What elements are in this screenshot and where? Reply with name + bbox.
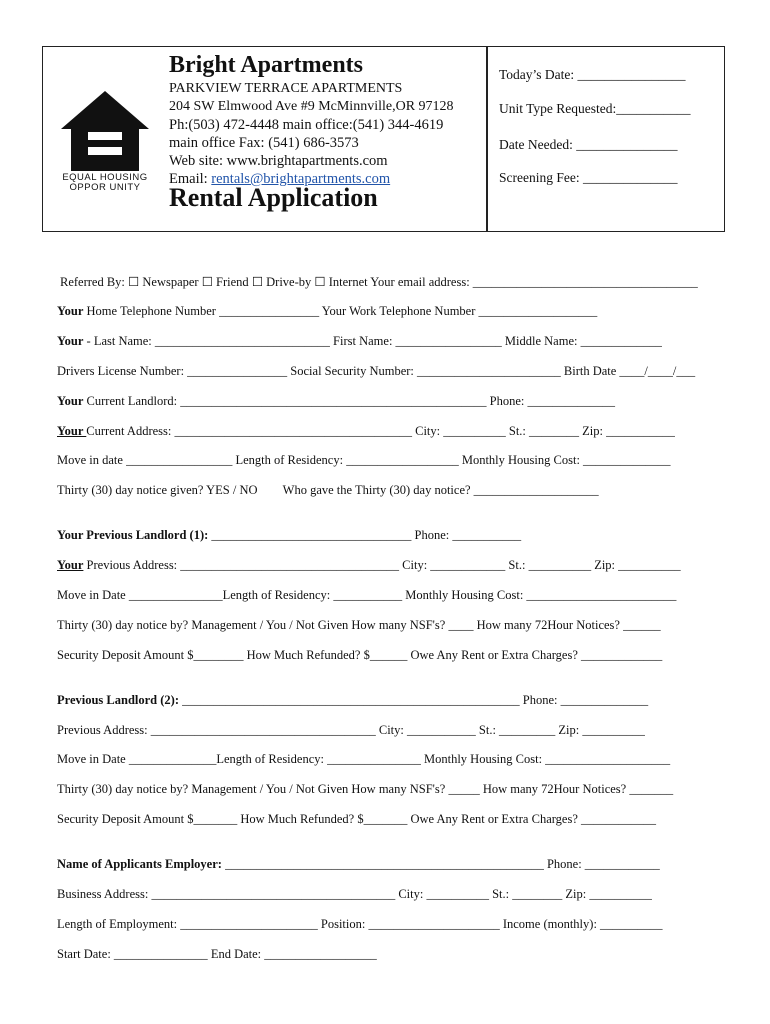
prev2-city-field[interactable]: City: ___________ — [378, 723, 479, 737]
current-landlord-field[interactable]: Current Landlord: _________________________________________________ — [83, 394, 490, 408]
prev2-phone-field[interactable]: Phone: ______________ — [522, 693, 649, 707]
logo-text-line-1: EQUAL HOUSING — [62, 172, 148, 183]
movein-row — [57, 453, 671, 468]
email-label: Email: — [169, 171, 212, 187]
name-row — [57, 334, 662, 349]
prev2-72hr-field[interactable]: How many 72Hour Notices? _______ — [482, 782, 674, 796]
header-box — [42, 46, 725, 232]
prev1-landlord-row — [57, 528, 521, 543]
dates-row — [57, 947, 377, 962]
prev1-notice-row — [57, 618, 661, 633]
prev1-length-field[interactable]: Length of Residency: ___________ — [222, 588, 406, 602]
position-field[interactable]: Position: _____________________ — [320, 917, 503, 931]
employer-phone-field[interactable]: Phone: ____________ — [546, 857, 660, 871]
internet-checkbox[interactable]: ☐ Internet — [314, 275, 371, 289]
current-address-field[interactable]: Current Address: ______________________________________ — [86, 424, 416, 438]
house-icon — [59, 89, 151, 173]
prev1-72hr-field[interactable]: How many 72Hour Notices? ______ — [476, 618, 661, 632]
housing-cost-field[interactable]: Monthly Housing Cost: ______________ — [461, 453, 671, 467]
prev2-movein-row — [57, 752, 670, 767]
prev2-address-row — [57, 723, 645, 738]
date-needed-field[interactable]: Date Needed: _______________ — [499, 137, 678, 152]
business-city-field[interactable]: City: __________ — [398, 887, 493, 901]
company-address: 204 SW Elmwood Ave #9 McMinnville,OR 97128 — [169, 99, 454, 114]
company-name: Bright Apartments — [169, 52, 363, 78]
last-name-field[interactable]: - Last Name: ____________________________ — [83, 334, 334, 348]
prev1-landlord-field[interactable]: ________________________________ — [208, 528, 415, 542]
prev1-cost-field[interactable]: Monthly Housing Cost: ________________________ — [405, 588, 677, 602]
email-link[interactable]: rentals@brightapartments.com — [211, 171, 391, 187]
employment-row — [57, 917, 663, 932]
unit-type-field[interactable]: Unit Type Requested:___________ — [499, 101, 691, 116]
prev1-deposit-field[interactable]: Security Deposit Amount $________ — [57, 648, 247, 662]
prev1-city-field[interactable]: City: ____________ — [402, 558, 509, 572]
employment-length-field[interactable]: Length of Employment: ______________________ — [57, 917, 321, 931]
prev1-refund-field[interactable]: How Much Refunded? $______ — [246, 648, 411, 662]
prev2-deposit-field[interactable]: Security Deposit Amount $_______ — [57, 812, 241, 826]
todays-date-field[interactable]: Today’s Date: ________________ — [499, 67, 686, 82]
website-line: Web site: www.brightapartments.com — [169, 153, 388, 169]
your-label: Your — [57, 334, 84, 348]
prev2-notice-row — [57, 782, 673, 797]
header-divider — [486, 47, 488, 231]
prev2-landlord-field[interactable]: ______________________________________________________ — [179, 693, 523, 707]
prev2-length-field[interactable]: Length of Residency: _______________ — [216, 752, 424, 766]
license-field[interactable]: Drivers License Number: ________________ — [57, 364, 291, 378]
newspaper-checkbox[interactable]: ☐ Newspaper — [128, 275, 202, 289]
prev1-address-row — [57, 558, 681, 573]
friend-checkbox[interactable]: ☐ Friend — [201, 275, 252, 289]
notice-row — [57, 483, 599, 498]
referred-label: Referred By: — [60, 275, 129, 289]
prev1-zip-field[interactable]: Zip: __________ — [594, 558, 681, 572]
notice-by-whom-field[interactable]: Who gave the Thirty (30) day notice? ____________________ — [282, 483, 599, 497]
driveby-checkbox[interactable]: ☐ Drive-by — [251, 275, 315, 289]
equal-housing-text — [59, 173, 151, 193]
email-address-field[interactable]: Your email address: ____________________________________ — [370, 275, 698, 289]
prev1-movein-row — [57, 588, 676, 603]
your-label: Your — [57, 558, 84, 572]
end-date-field[interactable]: End Date: __________________ — [210, 947, 377, 961]
prev2-movein-field[interactable]: Move in Date ______________ — [57, 752, 217, 766]
license-row — [57, 364, 695, 379]
prev1-state-field[interactable]: St.: __________ — [508, 558, 595, 572]
prev1-notice-field[interactable]: Thirty (30) day notice by? Management / You / Not Given — [57, 618, 352, 632]
prev2-nsf-field[interactable]: How many NSF's? _____ — [351, 782, 483, 796]
business-state-field[interactable]: St.: ________ — [492, 887, 566, 901]
start-date-field[interactable]: Start Date: _______________ — [57, 947, 211, 961]
current-address-row — [57, 424, 675, 439]
prev1-nsf-field[interactable]: How many NSF's? ____ — [351, 618, 477, 632]
prev2-owe-field[interactable]: Owe Any Rent or Extra Charges? ____________ — [410, 812, 657, 826]
your-label: Your — [57, 394, 84, 408]
prev1-movein-field[interactable]: Move in Date _______________ — [57, 588, 223, 602]
equal-housing-logo — [59, 89, 151, 193]
landlord-phone-field[interactable]: Phone: ______________ — [489, 394, 615, 408]
logo-text-line-2: OPPOR UNITY — [69, 182, 141, 193]
company-info — [169, 50, 454, 188]
page-title: Rental Application — [169, 183, 378, 212]
prev1-phone-field[interactable]: Phone: ___________ — [414, 528, 522, 542]
zip-field[interactable]: Zip: ___________ — [582, 424, 675, 438]
business-zip-field[interactable]: Zip: __________ — [565, 887, 652, 901]
work-phone-field[interactable]: Your Work Telephone Number ___________________ — [321, 304, 598, 318]
residency-length-field[interactable]: Length of Residency: __________________ — [235, 453, 462, 467]
prev2-notice-field[interactable]: Thirty (30) day notice by? Management / You / Not Given — [57, 782, 352, 796]
employer-row — [57, 857, 660, 872]
middle-name-field[interactable]: Middle Name: _____________ — [504, 334, 662, 348]
business-address-row — [57, 887, 652, 902]
referred-row — [60, 274, 698, 290]
city-field[interactable]: City: __________ — [415, 424, 509, 438]
movein-date-field[interactable]: Move in date _________________ — [57, 453, 236, 467]
prev1-address-field[interactable]: Previous Address: ___________________________________ — [83, 558, 403, 572]
employer-label: Name of Applicants Employer: — [57, 857, 222, 871]
prev2-state-field[interactable]: St.: _________ — [478, 723, 559, 737]
screening-fee-field[interactable]: Screening Fee: ______________ — [499, 170, 678, 185]
phone-row — [57, 304, 597, 319]
prev2-landlord-row — [57, 693, 648, 708]
home-phone-field[interactable]: Home Telephone Number ________________ — [83, 304, 322, 318]
employer-name-field[interactable]: ___________________________________________________ — [221, 857, 547, 871]
notice-given-field[interactable]: Thirty (30) day notice given? YES / NO — [57, 483, 261, 497]
state-field[interactable]: St.: ________ — [508, 424, 583, 438]
prev2-address-field[interactable]: Previous Address: ____________________________________ — [57, 723, 379, 737]
prev2-deposit-row — [57, 812, 656, 827]
prev2-refund-field[interactable]: How Much Refunded? $_______ — [240, 812, 411, 826]
current-landlord-row — [57, 394, 615, 409]
business-address-field[interactable]: Business Address: _______________________________________ — [57, 887, 399, 901]
prev2-cost-field[interactable]: Monthly Housing Cost: ____________________ — [423, 752, 671, 766]
birth-date-field[interactable]: Birth Date ____/____/___ — [563, 364, 696, 378]
your-label: Your — [57, 304, 84, 318]
prev2-landlord-label: Previous Landlord (2): — [57, 693, 179, 707]
prev1-landlord-label: Your Previous Landlord (1): — [57, 528, 209, 542]
ssn-field[interactable]: Social Security Number: _______________________ — [290, 364, 564, 378]
fax-line: main office Fax: (541) 686-3573 — [169, 135, 359, 151]
your-label: Your — [57, 424, 87, 438]
prev2-zip-field[interactable]: Zip: __________ — [558, 723, 645, 737]
prev1-deposit-row — [57, 648, 662, 663]
phone-line: Ph:(503) 472-4448 main office:(541) 344-4619 — [169, 117, 444, 133]
first-name-field[interactable]: First Name: _________________ — [333, 334, 505, 348]
prev1-owe-field[interactable]: Owe Any Rent or Extra Charges? _____________ — [410, 648, 663, 662]
complex-name: PARKVIEW TERRACE APARTMENTS — [169, 81, 403, 96]
income-field[interactable]: Income (monthly): __________ — [502, 917, 663, 931]
